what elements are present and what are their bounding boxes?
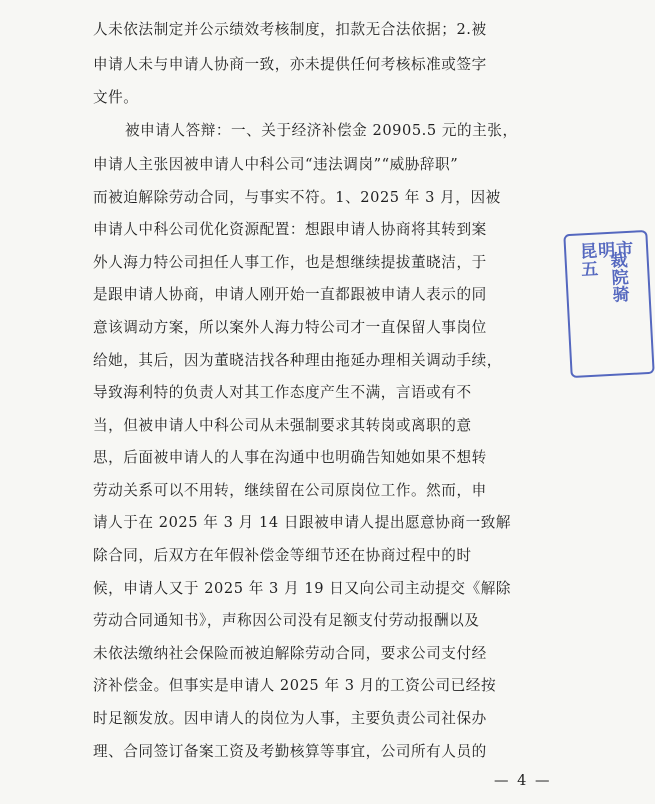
text-line: 思，后面被申请人的人事在沟通中也明确告知她如果不想转 (93, 449, 487, 466)
text-line: 理、合同签订备案工资及考勤核算等事宜，公司所有人员的 (93, 743, 487, 760)
text-line: 候，申请人又于 2025 年 3 月 19 日又向公司主动提交《解除 (93, 580, 511, 597)
text-line: 未依法缴纳社会保险而被迫解除劳动合同，要求公司支付经 (93, 645, 487, 662)
text-line: 外人海力特公司担任人事工作，也是想继续提拔董晓洁，于 (93, 254, 487, 271)
text-line: 时足额发放。因申请人的岗位为人事，主要负责公司社保办 (93, 710, 487, 727)
text-line: 文件。 (93, 89, 139, 106)
text-line: 而被迫解除劳动合同，与事实不符。1、2025 年 3 月，因被 (93, 189, 501, 206)
text-line: 除合同，后双方在年假补偿金等细节还在协商过程中的时 (93, 547, 472, 564)
text-line: 申请人未与申请人协商一致，亦未提供任何考核标准或签字 (93, 56, 487, 73)
text-line: 申请人中科公司优化资源配置：想跟申请人协商将其转到案 (93, 221, 487, 238)
text-line: 给她，其后，因为董晓洁找各种理由拖延办理相关调动手续， (93, 352, 502, 369)
text-line: 劳动合同通知书》，声称因公司没有足额支付劳动报酬以及 (93, 612, 480, 629)
text-line: 导致海利特的负责人对其工作态度产生不满，言语或有不 (93, 384, 472, 401)
page-number: — 4 — (494, 773, 552, 789)
official-seal (563, 230, 654, 378)
seal-text: 昆明市五 (579, 239, 635, 281)
text-line: 当，但被申请人中科公司从未强制要求其转岗或离职的意 (93, 417, 472, 434)
text-line: 意该调动方案，所以案外人海力特公司才一直保留人事岗位 (93, 319, 487, 336)
text-line: 申请人主张因被申请人中科公司“违法调岗”“威胁辞职” (93, 156, 459, 173)
seal-text: 裁院骑 (606, 251, 629, 304)
text-line: 济补偿金。但事实是申请人 2025 年 3 月的工资公司已经按 (93, 677, 497, 694)
text-line: 被申请人答辩：一、关于经济补偿金 20905.5 元的主张， (125, 122, 518, 139)
text-line: 请人于在 2025 年 3 月 14 日跟被申请人提出愿意协商一致解 (93, 514, 511, 531)
text-line: 人未依法制定并公示绩效考核制度，扣款无合法依据；2.被 (93, 21, 487, 38)
text-line: 劳动关系可以不用转，继续留在公司原岗位工作。然而，申 (93, 482, 487, 499)
text-line: 是跟申请人协商，申请人刚开始一直都跟被申请人表示的同 (93, 286, 487, 303)
